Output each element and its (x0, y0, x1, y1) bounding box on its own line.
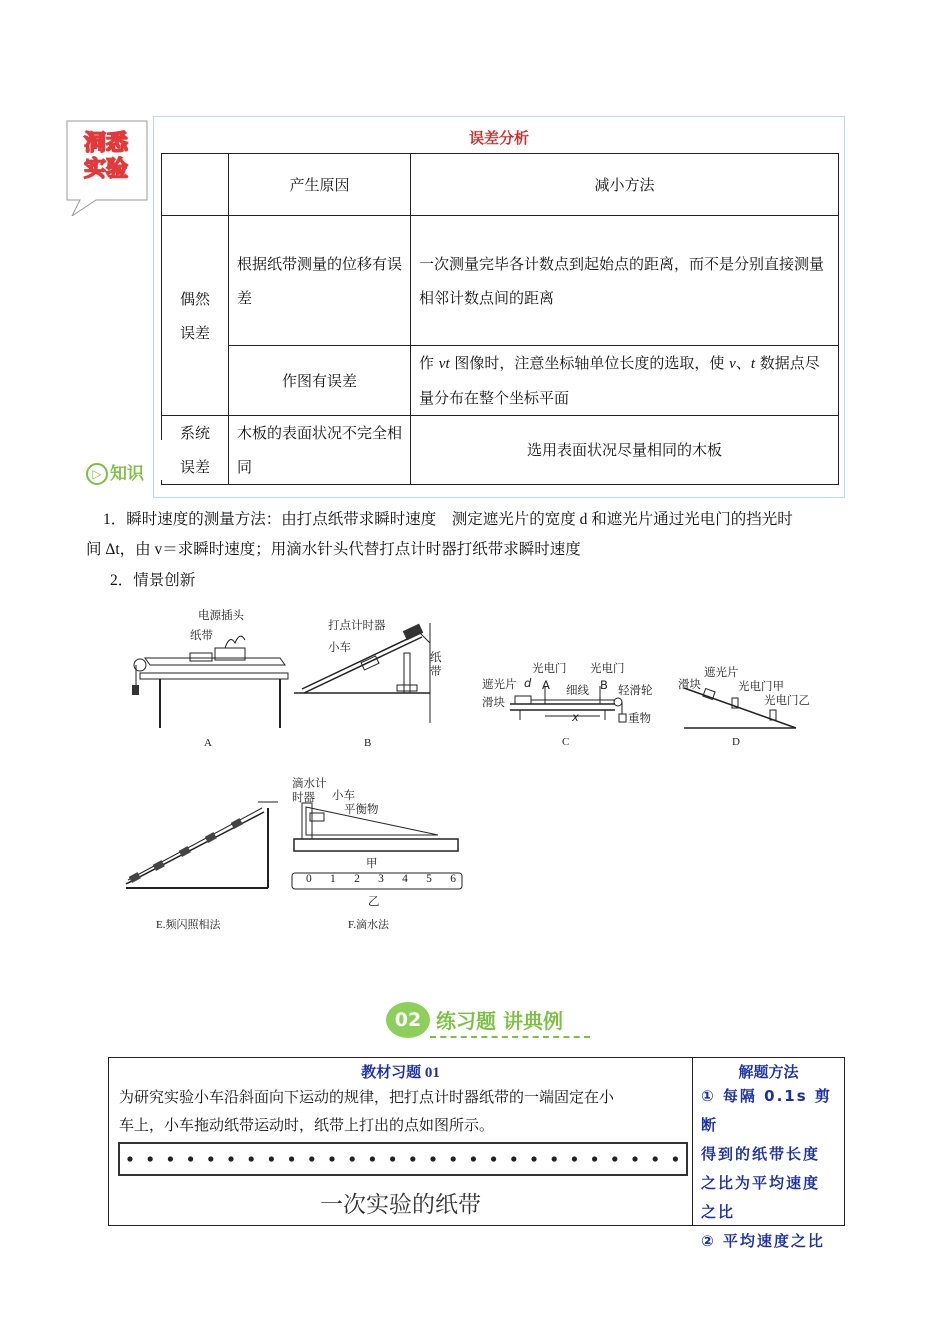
tape-dot (471, 1156, 476, 1161)
figure-e (118, 798, 278, 933)
exercise-body: 为研究实验小车沿斜面向下运动的规律，把打点计时器纸带的一端固定在小 车上，小车拖动纸带运动时，纸带上打出的点如图所示。 (119, 1090, 615, 1134)
tape-dot (350, 1156, 355, 1161)
method-cell: 选用表面状况尽量相同的木板 (411, 416, 839, 485)
tape-dot (269, 1156, 274, 1161)
tape-dot (673, 1156, 678, 1161)
paragraph-1-cont: 间 Δt，由 v＝求瞬时速度；用滴水针头代替打点计时器打纸带求瞬时速度 (86, 541, 581, 558)
exercise-table (108, 1057, 845, 1250)
table-row (162, 216, 839, 346)
figure-f-caption: F.滴水法 (348, 919, 389, 931)
section-underline (430, 1036, 590, 1038)
paragraph-1: 1．瞬时速度的测量方法：由打点纸带求瞬时速度 测定遮光片的宽度 d 和遮光片通过光电门的挡光时 (103, 511, 793, 528)
tape-ticks: 0 1 2 3 4 5 6 (306, 873, 456, 885)
method-column (693, 1058, 844, 1250)
figure-e-drawing (118, 798, 278, 898)
box-edge (153, 440, 162, 480)
exercise-title: 教材习题 01 (361, 1065, 440, 1081)
section-title: 练习题 讲典例 (436, 1009, 563, 1033)
figure-d: 遮光片 滑块 光电门甲 光电门乙 D (678, 660, 818, 755)
tape-dot (249, 1156, 254, 1161)
section-02-header (386, 1000, 596, 1040)
method-cell: 一次测量完毕各计数点到起始点的距离，而不是分别直接测量相邻计数点间的距离 (411, 216, 839, 346)
figure-b: 打点计时器 小车 纸 带 B (292, 613, 452, 753)
tape-dot (127, 1156, 132, 1161)
tape-dot (148, 1156, 153, 1161)
figure-b-caption: B (364, 737, 372, 749)
cause-cell: 根据纸带测量的位移有误差 (229, 216, 411, 346)
paper-tape (118, 1142, 688, 1176)
tape-dots (120, 1144, 686, 1174)
error-analysis-title: 误差分析 (468, 129, 529, 147)
tape-dot (572, 1156, 577, 1161)
badge-line1: 洞悉 (83, 131, 128, 156)
figure-d-caption: D (732, 736, 740, 748)
tape-dot (410, 1156, 415, 1161)
tape-caption: 一次实验的纸带 (320, 1192, 481, 1218)
knowledge-heading: ▷ 知识 (86, 459, 144, 485)
tape-dot (491, 1156, 496, 1161)
tape-dot (329, 1156, 334, 1161)
tape-dot (188, 1156, 193, 1161)
method-body: ① 每隔 0.1s 剪断 得到的纸带长度 之比为平均速度 之比 ② 平均速度之比 (701, 1087, 832, 1250)
tape-dot (552, 1156, 557, 1161)
group-systematic-error: 系统 误差 (162, 416, 229, 485)
method-title: 解题方法 (738, 1065, 799, 1081)
figure-c-caption: C (562, 736, 570, 748)
tape-dot (168, 1156, 173, 1161)
badge-line2: 实验 (83, 157, 128, 182)
table-row (162, 416, 839, 485)
figure-a-caption: A (204, 737, 212, 749)
tape-dot (531, 1156, 536, 1161)
tape-dot (390, 1156, 395, 1161)
figure-e-caption: E.频闪照相法 (156, 919, 221, 931)
header-empty (162, 154, 229, 216)
paragraph-2: 2．情景创新 (110, 572, 196, 589)
tape-dot (632, 1156, 637, 1161)
header-cause: 产生原因 (229, 154, 411, 216)
figure-a: 电源插头 纸带 A (130, 603, 290, 753)
header-method: 减小方法 (411, 154, 839, 216)
tape-dot (451, 1156, 456, 1161)
tape-dot (228, 1156, 233, 1161)
group-random-error: 偶然 误差 (162, 216, 229, 416)
cause-cell: 作图有误差 (229, 346, 411, 416)
tape-dot (612, 1156, 617, 1161)
tape-dot (653, 1156, 658, 1161)
tape-dot (289, 1156, 294, 1161)
figure-f: 滴水计 时器 小车 平衡物 甲 0 1 2 3 4 5 6 乙 F.滴水法 (288, 773, 468, 938)
tape-dot (511, 1156, 516, 1161)
tape-dot (430, 1156, 435, 1161)
tape-dot (592, 1156, 597, 1161)
figure-c: 光电门 光电门 遮光片 d A B 细线 轻滑轮 滑块 x 重物 C (480, 658, 665, 753)
table-header-row (162, 154, 839, 216)
tape-dot (208, 1156, 213, 1161)
play-icon: ▷ (86, 463, 108, 485)
tape-dot (370, 1156, 375, 1161)
exercise-content (109, 1058, 693, 1225)
section-badge (66, 120, 148, 216)
error-analysis-box (153, 116, 845, 498)
cause-cell: 木板的表面状况不完全相同 (229, 416, 411, 485)
error-analysis-table (161, 153, 839, 485)
tape-dot (309, 1156, 314, 1161)
table-row (162, 346, 839, 416)
method-cell: 作 vt 图像时，注意坐标轴单位长度的选取，使 v、t 数据点尽量分布在整个坐标平面 (411, 346, 839, 416)
section-number: 02 (386, 1002, 430, 1038)
